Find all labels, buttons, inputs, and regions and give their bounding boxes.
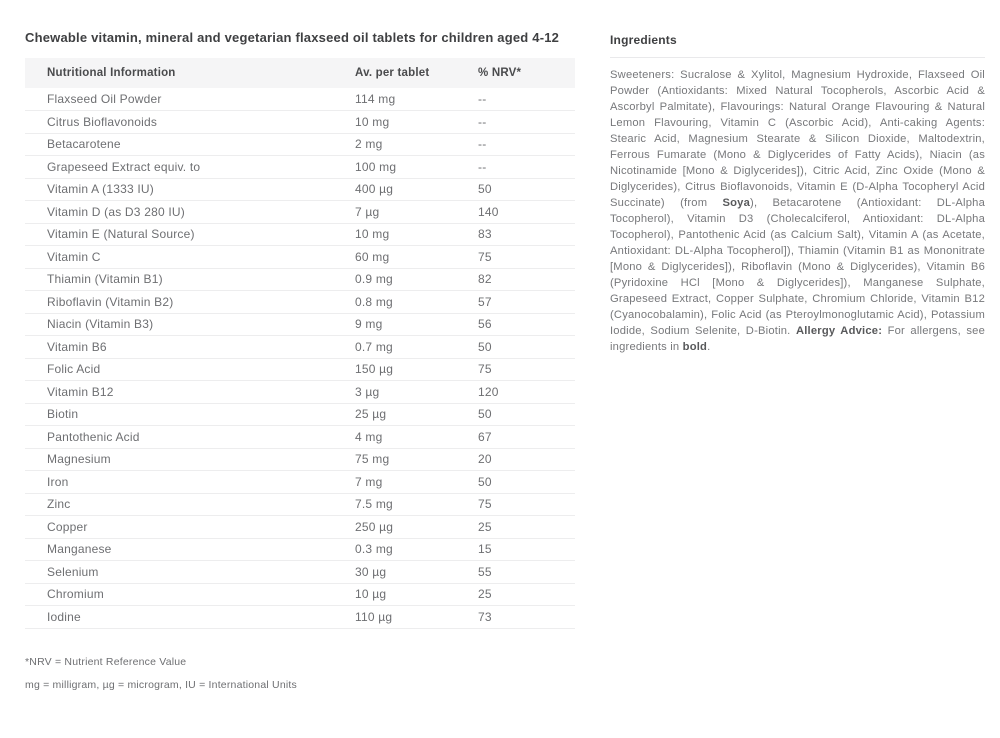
amount-value: 7 µg: [355, 201, 478, 224]
amount-value: 4 mg: [355, 426, 478, 449]
col-header-av-per-tablet: Av. per tablet: [355, 58, 478, 88]
ingredients-heading: Ingredients: [610, 33, 677, 47]
nrv-value: --: [478, 156, 575, 179]
nrv-value: 56: [478, 313, 575, 336]
amount-value: 0.3 mg: [355, 538, 478, 561]
nutrition-section: [25, 30, 575, 702]
col-header-nrv: % NRV*: [478, 58, 575, 88]
table-row: [25, 246, 575, 269]
nutrient-name: Vitamin B12: [25, 381, 355, 404]
table-row: [25, 291, 575, 314]
nutrient-name: Betacarotene: [25, 133, 355, 156]
ingredients-text: [610, 67, 985, 355]
nutrient-name: Selenium: [25, 561, 355, 584]
amount-value: 110 µg: [355, 606, 478, 629]
table-row: [25, 223, 575, 246]
table-row: [25, 493, 575, 516]
nrv-value: 67: [478, 426, 575, 449]
nutrient-name: Folic Acid: [25, 358, 355, 381]
nutrient-name: Thiamin (Vitamin B1): [25, 268, 355, 291]
nrv-value: 75: [478, 358, 575, 381]
nutrient-name: Iodine: [25, 606, 355, 629]
footnote-nrv: *NRV = Nutrient Reference Value: [25, 655, 187, 668]
amount-value: 114 mg: [355, 88, 478, 111]
nrv-value: 25: [478, 516, 575, 539]
amount-value: 7 mg: [355, 471, 478, 494]
nrv-value: 50: [478, 471, 575, 494]
ingredients-segment: For allergens, see ingredients in: [610, 325, 985, 353]
amount-value: 250 µg: [355, 516, 478, 539]
table-row: [25, 381, 575, 404]
nrv-value: 50: [478, 336, 575, 359]
nrv-value: 75: [478, 493, 575, 516]
amount-value: 25 µg: [355, 403, 478, 426]
nrv-value: --: [478, 133, 575, 156]
table-row: [25, 561, 575, 584]
nutrition-table-body: [25, 88, 575, 628]
table-row: [25, 606, 575, 629]
ingredients-section: [610, 33, 985, 355]
amount-value: 100 mg: [355, 156, 478, 179]
nrv-value: 140: [478, 201, 575, 224]
amount-value: 7.5 mg: [355, 493, 478, 516]
nutrient-name: Chromium: [25, 583, 355, 606]
amount-value: 400 µg: [355, 178, 478, 201]
table-row: [25, 133, 575, 156]
nrv-value: 20: [478, 448, 575, 471]
nrv-value: --: [478, 111, 575, 134]
table-row: [25, 201, 575, 224]
nutrient-name: Vitamin E (Natural Source): [25, 223, 355, 246]
amount-value: 3 µg: [355, 381, 478, 404]
amount-value: 0.9 mg: [355, 268, 478, 291]
nutrient-name: Zinc: [25, 493, 355, 516]
amount-value: 60 mg: [355, 246, 478, 269]
amount-value: 10 mg: [355, 223, 478, 246]
amount-value: 150 µg: [355, 358, 478, 381]
nutrient-name: Vitamin B6: [25, 336, 355, 359]
table-row: [25, 268, 575, 291]
table-row: [25, 538, 575, 561]
nutrition-table-header: [25, 58, 575, 88]
ingredients-bold-segment: Soya: [722, 197, 751, 209]
ingredients-segment: .: [707, 341, 711, 353]
nrv-value: 55: [478, 561, 575, 584]
nrv-value: 50: [478, 178, 575, 201]
ingredients-segment: Sweeteners: Sucralose & Xylitol, Magnesium Hydroxide, Flaxseed Oil Powder (Antioxidants: Mixed Natural Tocopherols, Ascorbic Acid & Ascorbyl Palmitate), Flavourings: Natural Orange Flavouring & Natural Lemon Flavouring, Vitamin C (Ascorbic Acid), Anti-caking Agents: Stearic Acid, Magnesium Stearate & Silicon Dioxide, Maltodextrin, Ferrous Fumarate (Mono & Diglycerides of Fatty Acids), Niacin (as Nicotinamide [Mono & Diglycerides]), Citric Acid, Zinc Oxide (Mono & Diglycerides), Citrus Bioflavonoids, Vitamin E (D-Alpha Tocopheryl Acid Succinate) (from: [610, 69, 985, 209]
nutrient-name: Niacin (Vitamin B3): [25, 313, 355, 336]
table-row: [25, 403, 575, 426]
footnote-units: mg = milligram, µg = microgram, IU = International Units: [25, 678, 297, 691]
table-row: [25, 88, 575, 111]
nutrient-name: Iron: [25, 471, 355, 494]
ingredients-divider: [610, 57, 985, 58]
page-title: Chewable vitamin, mineral and vegetarian flaxseed oil tablets for children aged 4-12: [25, 30, 560, 45]
nutrient-name: Vitamin C: [25, 246, 355, 269]
nutrient-name: Flaxseed Oil Powder: [25, 88, 355, 111]
amount-value: 0.8 mg: [355, 291, 478, 314]
table-row: [25, 448, 575, 471]
nrv-value: 50: [478, 403, 575, 426]
nutrition-table: [25, 58, 575, 629]
footnotes: [25, 656, 575, 691]
nrv-value: 75: [478, 246, 575, 269]
nutrient-name: Vitamin D (as D3 280 IU): [25, 201, 355, 224]
table-row: [25, 471, 575, 494]
nutrient-name: Vitamin A (1333 IU): [25, 178, 355, 201]
nutrient-name: Copper: [25, 516, 355, 539]
nutrient-name: Manganese: [25, 538, 355, 561]
nrv-value: 73: [478, 606, 575, 629]
nrv-value: 82: [478, 268, 575, 291]
amount-value: 2 mg: [355, 133, 478, 156]
nutrient-name: Grapeseed Extract equiv. to: [25, 156, 355, 179]
table-row: [25, 111, 575, 134]
ingredients-bold-segment: Allergy Advice:: [795, 325, 883, 337]
col-header-nutritional-information: Nutritional Information: [25, 58, 355, 88]
nutrient-name: Citrus Bioflavonoids: [25, 111, 355, 134]
table-row: [25, 178, 575, 201]
amount-value: 10 µg: [355, 583, 478, 606]
table-row: [25, 426, 575, 449]
nrv-value: --: [478, 88, 575, 111]
nutrient-name: Riboflavin (Vitamin B2): [25, 291, 355, 314]
table-row: [25, 336, 575, 359]
amount-value: 75 mg: [355, 448, 478, 471]
nrv-value: 15: [478, 538, 575, 561]
nutrient-name: Pantothenic Acid: [25, 426, 355, 449]
nrv-value: 120: [478, 381, 575, 404]
amount-value: 30 µg: [355, 561, 478, 584]
table-row: [25, 313, 575, 336]
nrv-value: 83: [478, 223, 575, 246]
amount-value: 0.7 mg: [355, 336, 478, 359]
amount-value: 10 mg: [355, 111, 478, 134]
table-row: [25, 358, 575, 381]
nutrient-name: Biotin: [25, 403, 355, 426]
ingredients-bold-segment: bold: [682, 341, 708, 353]
ingredients-segment: ), Betacarotene (Antioxidant: DL-Alpha Tocopherol), Vitamin D3 (Cholecalciferol, Antioxidant: DL-Alpha Tocopherol), Pantothenic Acid (as Calcium Salt), Vitamin A (as Acetate, Antioxidant: DL-Alpha Tocopherol]), Thiamin (Vitamin B1 as Mononitrate [Mono & Diglycerides]), Riboflavin (Mono & Diglycerides), Vitamin B6 (Pyridoxine HCl [Mono & Diglycerides]), Manganese Sulphate, Grapeseed Extract, Copper Sulphate, Chromium Chloride, Vitamin B12 (Cyanocobalamin), Folic Acid (as Pteroylmonoglutamic Acid), Potassium Iodide, Sodium Selenite, D-Biotin.: [610, 197, 985, 337]
table-row: [25, 156, 575, 179]
nrv-value: 25: [478, 583, 575, 606]
nutrient-name: Magnesium: [25, 448, 355, 471]
header-row: [25, 58, 575, 88]
amount-value: 9 mg: [355, 313, 478, 336]
nrv-value: 57: [478, 291, 575, 314]
table-row: [25, 583, 575, 606]
table-row: [25, 516, 575, 539]
